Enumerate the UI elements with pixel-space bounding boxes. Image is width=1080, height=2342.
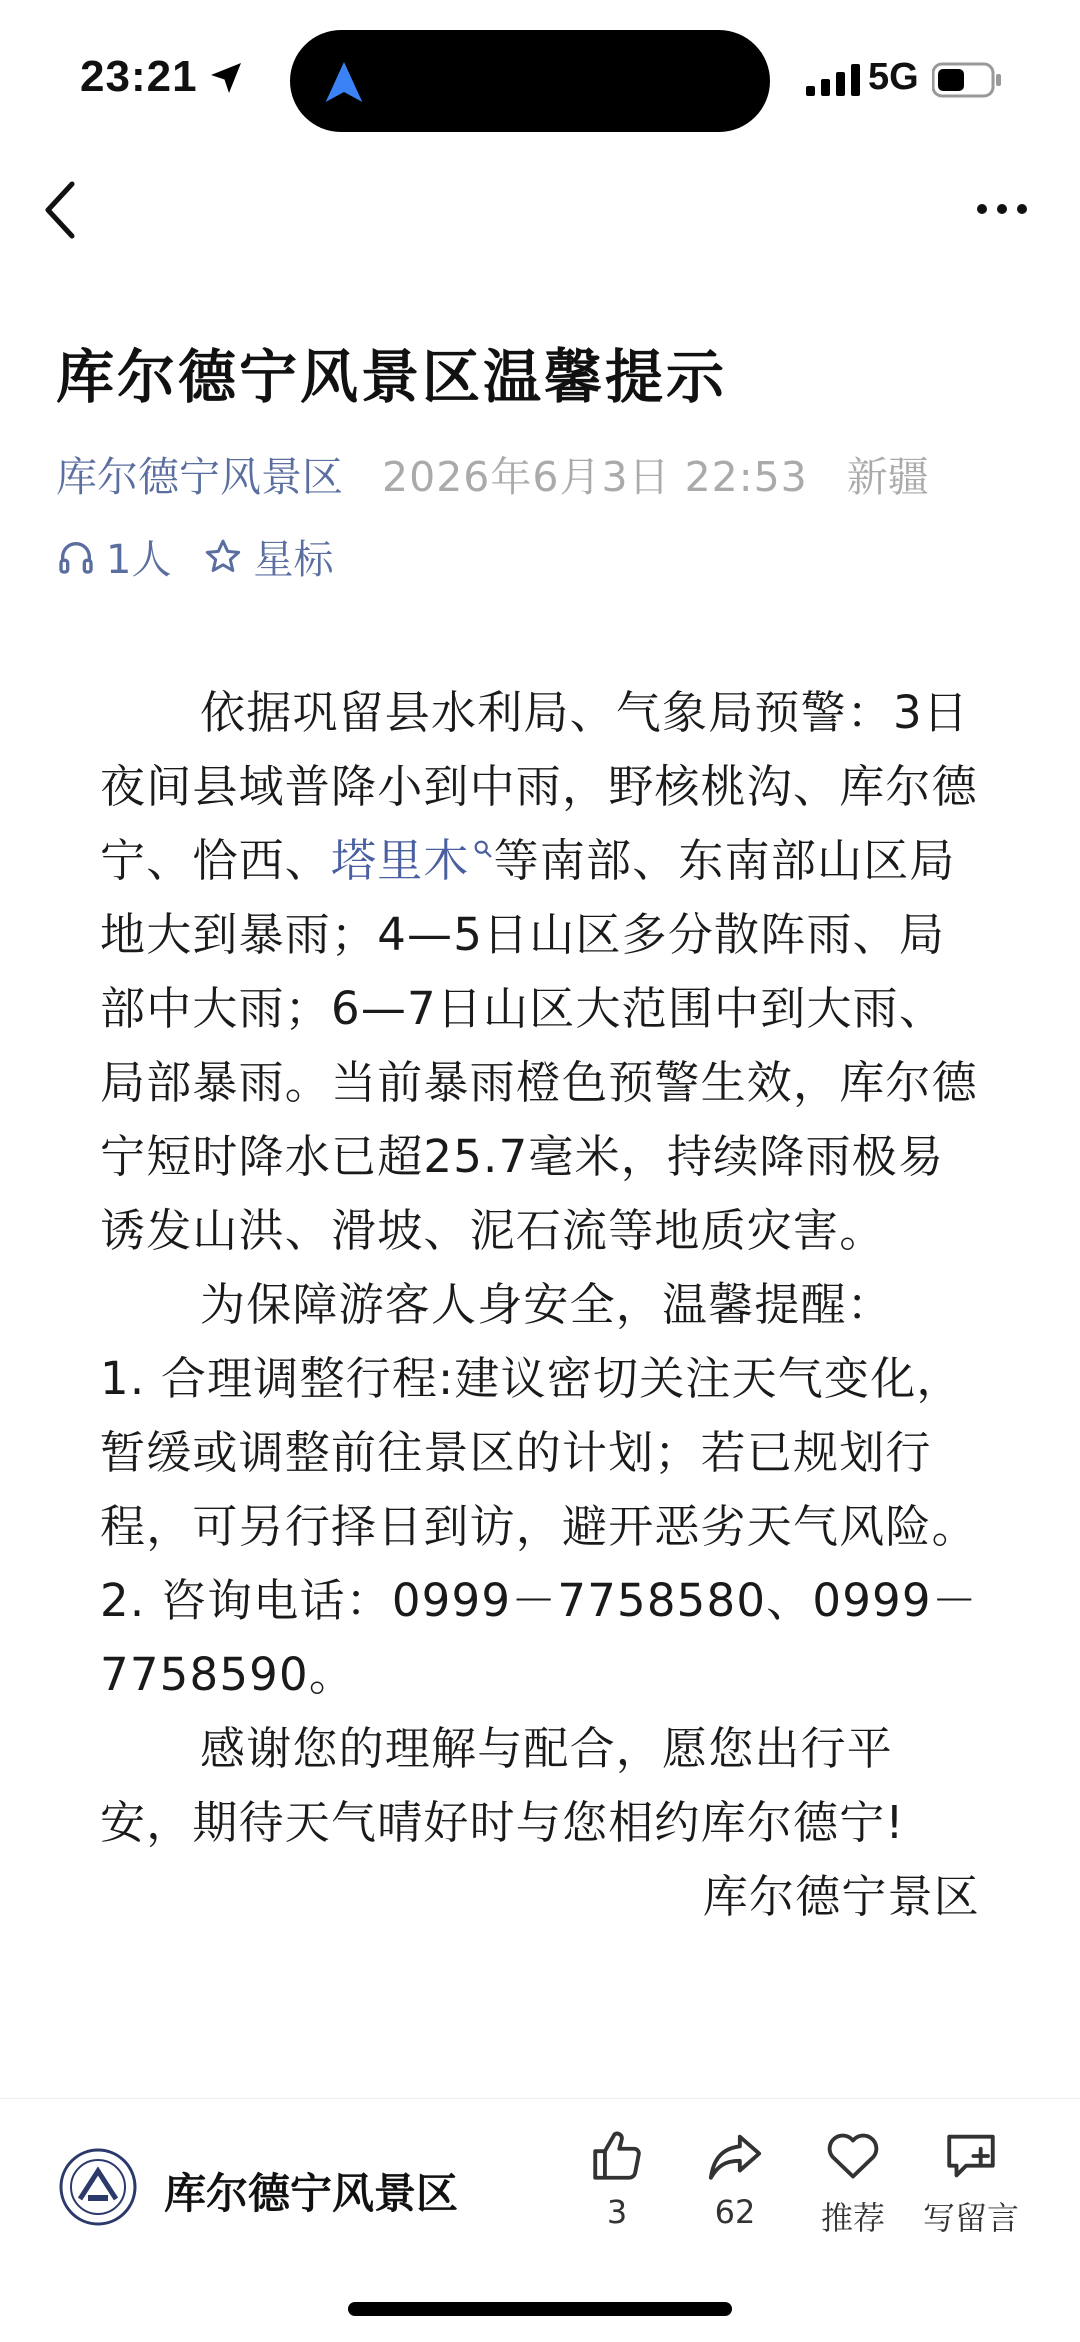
share-count: 62 <box>714 2193 756 2231</box>
recommend-button[interactable] <box>798 2127 908 2239</box>
share-button[interactable] <box>680 2127 790 2231</box>
recommend-label: 推荐 <box>820 2199 885 2237</box>
network-type: 5G <box>868 56 919 98</box>
region-label: 新疆 <box>846 453 929 501</box>
list-item-1: 1. 合理调整行程:建议密切关注天气变化，暂缓或调整前往景区的计划；若已规划行程，可另行择日到访，避开恶劣天气风险。 <box>100 1352 978 1553</box>
world-heritage-logo-icon[interactable] <box>58 2147 138 2227</box>
more-options-button[interactable] <box>974 196 1030 222</box>
thumbs-up-icon <box>588 2127 646 2185</box>
paragraph-reminder: 为保障游客人身安全，温馨提醒： <box>200 1278 894 1331</box>
like-count: 3 <box>606 2193 628 2231</box>
listen-button[interactable] <box>56 528 171 585</box>
signal-icon <box>806 64 862 96</box>
heart-icon <box>824 2127 882 2185</box>
publish-date: 2026年6月3日 22:53 <box>382 453 808 501</box>
paragraph-warning <box>100 676 980 1268</box>
paragraph-text: 依据巩留县水利局、气象局预警：3日夜间县域普降小到中雨，野核桃沟、库尔德宁、恰西、 <box>100 686 978 887</box>
navigation-icon <box>324 60 364 104</box>
bottom-account-name[interactable]: 库尔德宁风景区 <box>164 2169 459 2218</box>
star-label: 星标 <box>253 537 334 583</box>
star-button[interactable] <box>203 528 333 585</box>
battery-icon <box>932 62 1002 98</box>
home-indicator[interactable] <box>348 2302 732 2316</box>
article-meta <box>56 444 929 503</box>
article-title: 库尔德宁风景区温馨提示 <box>56 343 728 411</box>
location-arrow-icon <box>208 60 244 96</box>
article-actions <box>56 528 365 585</box>
paragraph-text: 等南部、东南部山区局地大到暴雨；4—5日山区多分散阵雨、局部中大雨；6—7日山区大范围中到大雨、局部暴雨。当前暴雨橙色预警生效，库尔德宁短时降水已超25.7毫米，持续降雨极易诱发山洪、滑坡、泥石流等地质灾害。 <box>100 834 978 1257</box>
account-link[interactable]: 库尔德宁风景区 <box>56 453 343 501</box>
article-body <box>100 676 980 1934</box>
star-icon <box>203 537 243 577</box>
like-button[interactable] <box>562 2127 672 2231</box>
search-icon[interactable] <box>472 838 494 860</box>
list-item-2: 2. 咨询电话：0999－7758580、0999－7758590。 <box>100 1574 978 1701</box>
signature: 库尔德宁景区 <box>702 1870 980 1923</box>
share-arrow-icon <box>706 2127 764 2185</box>
comment-add-icon <box>942 2127 1000 2185</box>
status-time: 23:21 <box>80 52 198 101</box>
back-button[interactable] <box>40 180 80 240</box>
paragraph-thanks: 感谢您的理解与配合，愿您出行平安，期待天气晴好时与您相约库尔德宁! <box>100 1722 905 1849</box>
status-bar <box>0 0 1080 150</box>
listener-count: 1人 <box>106 537 172 583</box>
headphones-icon <box>56 537 96 577</box>
write-comment-button[interactable] <box>916 2127 1026 2239</box>
keyword-link-tarim[interactable]: 塔里木 <box>331 834 470 887</box>
comment-label: 写留言 <box>922 2199 1019 2237</box>
